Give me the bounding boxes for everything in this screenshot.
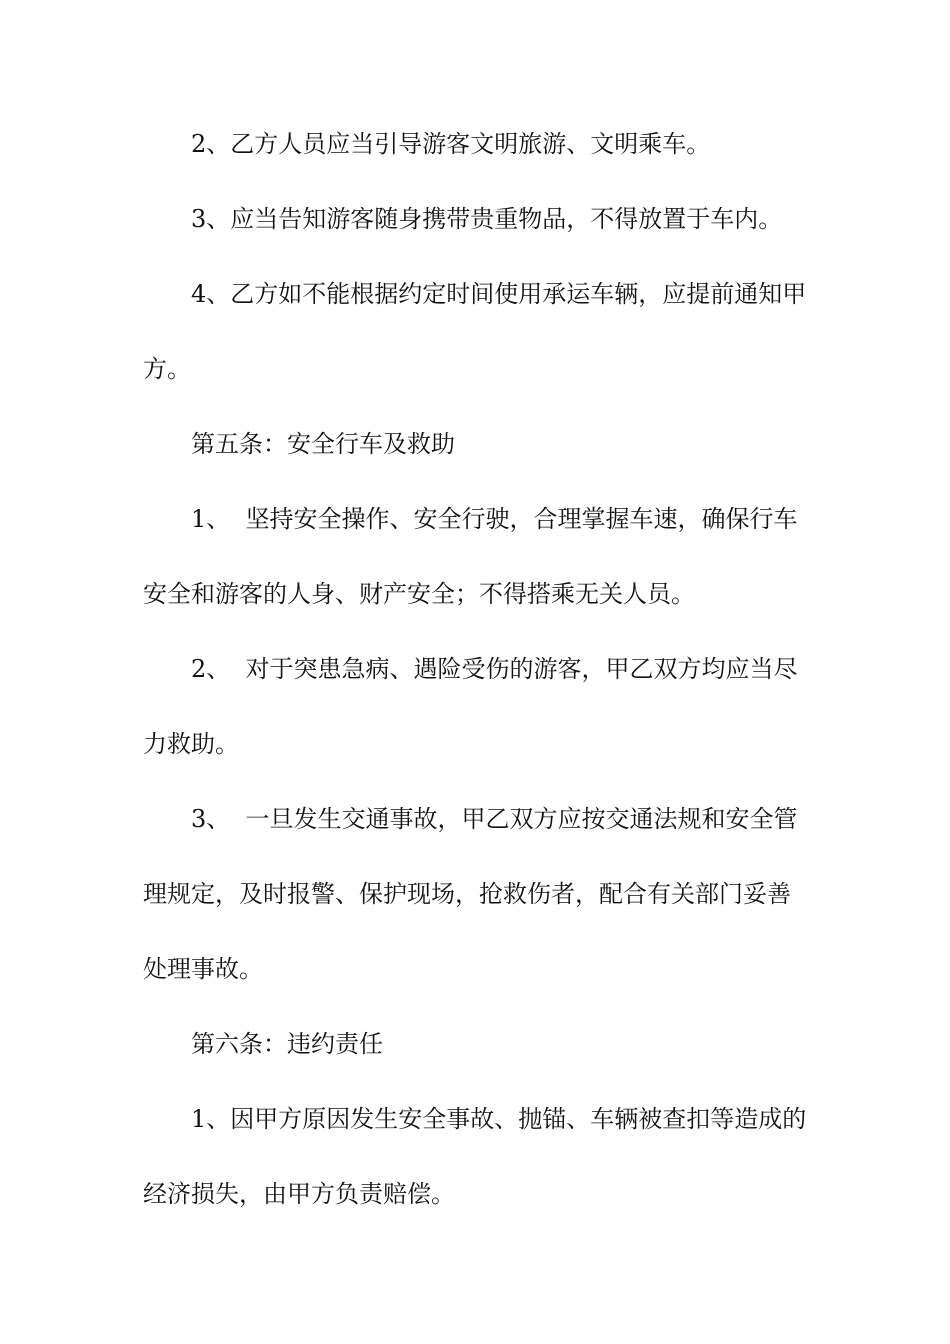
section-heading: 第五条：安全行车及救助 xyxy=(191,430,455,458)
text-line: 3、应当告知游客随身携带贵重物品，不得放置于车内。 xyxy=(191,205,783,233)
text-line: 理规定，及时报警、保护现场，抢救伤者，配合有关部门妥善 xyxy=(143,880,791,908)
text-line: 3、 一旦发生交通事故，甲乙双方应按交通法规和安全管 xyxy=(191,805,798,833)
text-line: 经济损失，由甲方负责赔偿。 xyxy=(143,1180,455,1208)
text-line: 方。 xyxy=(143,355,191,383)
text-line: 4、乙方如不能根据约定时间使用承运车辆，应提前通知甲 xyxy=(191,280,807,308)
section-heading: 第六条：违约责任 xyxy=(191,1030,383,1058)
text-line: 处理事故。 xyxy=(143,955,263,983)
text-line: 2、乙方人员应当引导游客文明旅游、文明乘车。 xyxy=(191,130,711,158)
text-line: 安全和游客的人身、财产安全；不得搭乘无关人员。 xyxy=(143,580,695,608)
text-line: 1、因甲方原因发生安全事故、抛锚、车辆被查扣等造成的 xyxy=(191,1105,807,1133)
text-line: 1、 坚持安全操作、安全行驶，合理掌握车速，确保行车 xyxy=(191,505,798,533)
document-body xyxy=(143,132,808,1257)
text-line: 2、 对于突患急病、遇险受伤的游客，甲乙双方均应当尽 xyxy=(191,655,798,683)
text-line: 力救助。 xyxy=(143,730,239,758)
